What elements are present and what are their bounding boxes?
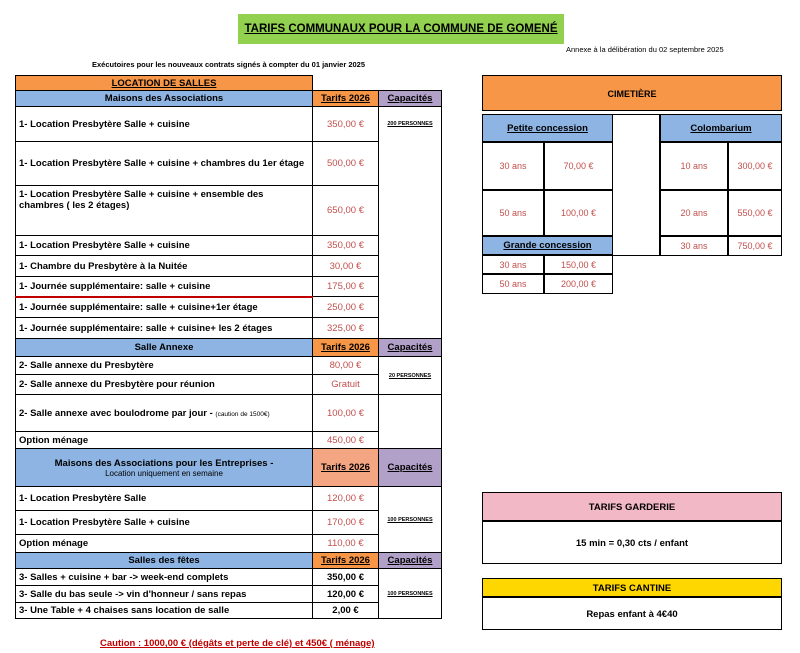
page-title: TARIFS COMMUNAUX POUR LA COMMUNE DE GOMENÉ (238, 14, 564, 44)
table-row-price: 100,00 € (313, 395, 379, 432)
table-row-price: 30,00 € (313, 256, 379, 277)
entreprises-title-cell (16, 449, 313, 487)
petite-price-1: 70,00 € (544, 142, 613, 190)
entreprises-capacity: 100 PERSONNES (379, 487, 442, 553)
cimetiere-spacer (613, 114, 660, 256)
table-row-price: 120,00 € (313, 487, 379, 511)
table-row-label: 1- Journée supplémentaire: salle + cuisine (16, 277, 313, 297)
columbarium-duration-3: 30 ans (660, 236, 728, 256)
garderie-title: TARIFS GARDERIE (482, 492, 782, 521)
table-row-label: Option ménage (16, 432, 313, 449)
fetes-tarif-header: Tarifs 2026 (313, 553, 379, 569)
grande-price-1: 150,00 € (544, 255, 613, 274)
entreprises-subtitle: Location uniquement en semaine (105, 468, 223, 478)
table-row-price: 170,00 € (313, 511, 379, 535)
boulodrome-caution: (caution de 1500€) (215, 410, 270, 418)
caution-note: Caution : 1000,00 € (dégâts et perte de clé) et 450€ ( ménage) (100, 638, 375, 649)
table-row-label: 2- Salle annexe du Presbytère (16, 357, 313, 375)
table-row-label: 1- Journée supplémentaire: salle + cuisine+1er étage (16, 297, 313, 318)
entreprises-tarif-header: Tarifs 2026 (313, 449, 379, 487)
table-row-label: Option ménage (16, 535, 313, 553)
table-row-label: 1- Location Presbytère Salle + cuisine (16, 107, 313, 142)
cantine-value: Repas enfant à 4€40 (482, 597, 782, 630)
table-row-price: Gratuit (313, 375, 379, 395)
fetes-title: Salles des fêtes (16, 553, 313, 569)
grande-price-2: 200,00 € (544, 274, 613, 294)
table-row-label: 1- Location Presbytère Salle + cuisine (16, 511, 313, 535)
cimetiere-title: CIMETIÈRE (482, 75, 782, 111)
table-row-price: 250,00 € (313, 297, 379, 318)
grande-duration-2: 50 ans (482, 274, 544, 294)
columbarium-header: Colombarium (660, 114, 782, 142)
petite-duration-1: 30 ans (482, 142, 544, 190)
grande-duration-1: 30 ans (482, 255, 544, 274)
table-row-price: 110,00 € (313, 535, 379, 553)
location-table (15, 75, 442, 619)
table-row-price: 350,00 € (313, 236, 379, 256)
table-row-price: 500,00 € (313, 142, 379, 186)
annex-note: Annexe à la délibération du 02 septembre 2025 (566, 45, 724, 54)
cantine-title: TARIFS CANTINE (482, 578, 782, 597)
location-title: LOCATION DE SALLES (16, 76, 313, 91)
table-row-price: 120,00 € (313, 586, 379, 603)
table-row-price: 650,00 € (313, 186, 379, 236)
entreprises-cap-header: Capacités (379, 449, 442, 487)
table-row-label: 1- Location Presbytère Salle + cuisine (16, 236, 313, 256)
fetes-cap-header: Capacités (379, 553, 442, 569)
columbarium-price-1: 300,00 € (728, 142, 782, 190)
maisons-capacity: 200 PERSONNES (379, 107, 442, 339)
executory-note: Exécutoires pour les nouveaux contrats signés à compter du 01 janvier 2025 (92, 60, 366, 69)
columbarium-duration-1: 10 ans (660, 142, 728, 190)
maisons-tarif-header: Tarifs 2026 (313, 91, 379, 107)
table-row-label: 1- Location Presbytère Salle (16, 487, 313, 511)
table-row-label: 1- Journée supplémentaire: salle + cuisine+ les 2 étages (16, 318, 313, 339)
fetes-capacity: 100 PERSONNES (379, 569, 442, 619)
maisons-cap-header: Capacités (379, 91, 442, 107)
boulodrome-label: 2- Salle annexe avec boulodrome par jour - (19, 407, 216, 419)
petite-duration-2: 50 ans (482, 190, 544, 236)
table-row-label: 3- Salles + cuisine + bar -> week-end complets (16, 569, 313, 586)
table-row-label (16, 395, 313, 432)
petite-concession-header: Petite concession (482, 114, 613, 142)
table-row-price: 350,00 € (313, 107, 379, 142)
table-row-price: 325,00 € (313, 318, 379, 339)
table-row-price: 175,00 € (313, 277, 379, 297)
table-row-price: 350,00 € (313, 569, 379, 586)
grande-concession-header: Grande concession (482, 236, 613, 255)
annexe-cap-header: Capacités (379, 339, 442, 357)
table-row-label: 3- Une Table + 4 chaises sans location de salle (16, 603, 313, 619)
columbarium-price-2: 550,00 € (728, 190, 782, 236)
columbarium-duration-2: 20 ans (660, 190, 728, 236)
table-row-label: 1- Location Presbytère Salle + cuisine + ensemble des chambres ( les 2 étages) (16, 186, 313, 236)
garderie-value: 15 min = 0,30 cts / enfant (482, 521, 782, 564)
columbarium-price-3: 750,00 € (728, 236, 782, 256)
maisons-title: Maisons des Associations (16, 91, 313, 107)
annexe-capacity: 20 PERSONNES (379, 357, 442, 395)
annexe-title: Salle Annexe (16, 339, 313, 357)
entreprises-title: Maisons des Associations pour les Entreprises - (54, 457, 274, 469)
petite-price-2: 100,00 € (544, 190, 613, 236)
annexe-tarif-header: Tarifs 2026 (313, 339, 379, 357)
table-row-label: 2- Salle annexe du Presbytère pour réunion (16, 375, 313, 395)
table-row-label: 1- Chambre du Presbytère à la Nuitée (16, 256, 313, 277)
table-row-label: 1- Location Presbytère Salle + cuisine + chambres du 1er étage (16, 142, 313, 186)
table-row-price: 2,00 € (313, 603, 379, 619)
table-row-price: 80,00 € (313, 357, 379, 375)
table-row-price: 450,00 € (313, 432, 379, 449)
table-row-label: 3- Salle du bas seule -> vin d'honneur / sans repas (16, 586, 313, 603)
